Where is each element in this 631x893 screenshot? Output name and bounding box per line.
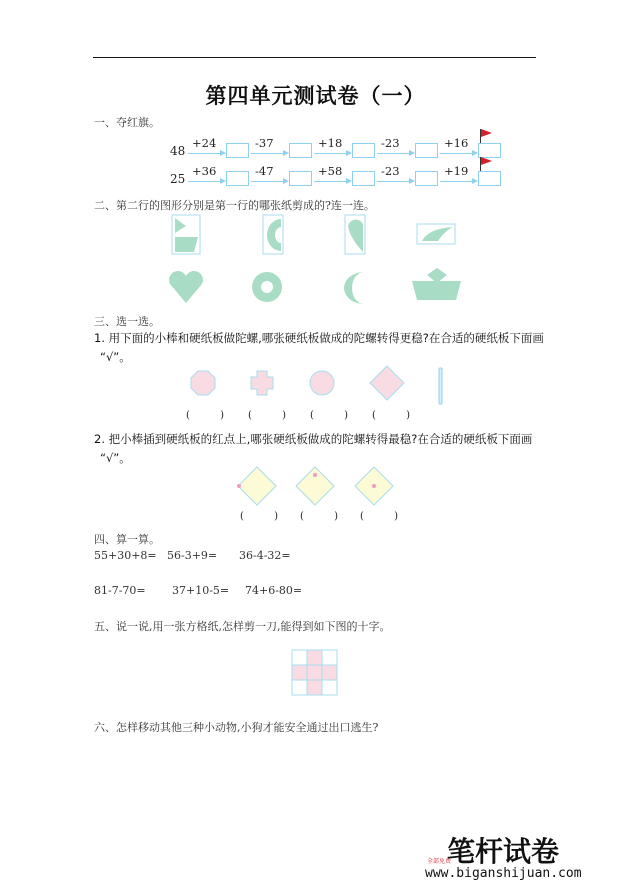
arrow-icon (440, 181, 476, 182)
expression: 56-3+9= (167, 549, 218, 562)
ring-shape[interactable] (252, 272, 282, 302)
answer-box[interactable] (289, 143, 312, 158)
answer-parens-row-2 (240, 511, 398, 522)
chain-op: -37 (255, 136, 274, 150)
cross-grid-figure (291, 649, 339, 697)
answer-box[interactable] (289, 171, 312, 186)
octagon-cardboard[interactable] (191, 371, 215, 395)
crescent-shape[interactable] (344, 272, 364, 304)
expression: 74+6-80= (245, 584, 303, 597)
diamond-dot-left[interactable] (237, 467, 276, 505)
expression: 37+10-5= (172, 584, 230, 597)
answer-paren[interactable]: ( ) (300, 511, 338, 522)
page-title: 第四单元测试卷（一） (205, 84, 426, 108)
chain-op: +36 (192, 164, 217, 178)
chain-op: +16 (444, 136, 469, 150)
question-3-2-line2: “√”。 (100, 451, 131, 465)
answer-paren[interactable]: ( ) (360, 511, 398, 522)
chain-op: +58 (318, 164, 343, 178)
chain-start: 25 (170, 172, 186, 186)
section3-heading: 三、选一选。 (94, 315, 160, 328)
arrow-icon (188, 153, 224, 154)
chain-row-1 (170, 136, 501, 158)
arrow-icon (314, 181, 350, 182)
answer-box[interactable] (415, 143, 438, 158)
red-flag-icon (480, 129, 481, 143)
expression: 81-7-70= (94, 584, 146, 597)
circle-cardboard[interactable] (310, 371, 334, 395)
expression: 36-4-32= (239, 549, 291, 562)
chain-op: +18 (318, 136, 343, 150)
chain-start: 48 (170, 144, 186, 158)
answer-paren[interactable]: ( ) (248, 410, 286, 421)
chain-op: -47 (255, 164, 274, 178)
diamond-dot-top[interactable] (296, 467, 334, 505)
answer-box-final[interactable] (478, 171, 501, 186)
expression: 55+30+8= (94, 549, 157, 562)
watermark-tag: 全部免费 (427, 858, 452, 865)
answer-box-final[interactable] (478, 143, 501, 158)
paper-2[interactable] (263, 215, 283, 254)
paper-1[interactable] (172, 215, 200, 254)
answer-paren[interactable]: ( ) (372, 410, 410, 421)
top-cardboard-shapes (180, 362, 460, 410)
answer-box[interactable] (352, 171, 375, 186)
chain-row-2 (170, 164, 501, 186)
boat-diamond-shape[interactable] (412, 268, 461, 300)
answer-box[interactable] (226, 143, 249, 158)
answer-paren[interactable]: ( ) (310, 410, 348, 421)
answer-paren[interactable]: ( ) (186, 410, 224, 421)
question-3-1-line1: 1. 用下面的小棒和硬纸板做陀螺,哪张硬纸板做成的陀螺转得更稳?在合适的硬纸板下面画 (94, 331, 544, 345)
paper-4[interactable] (417, 224, 455, 244)
answer-box[interactable] (415, 171, 438, 186)
chain-op: +24 (192, 136, 217, 150)
arrow-icon (188, 181, 224, 182)
red-flag-icon (480, 157, 481, 171)
arrow-icon (377, 181, 413, 182)
arrow-icon (440, 153, 476, 154)
watermark-url: www.biganshijuan.com (425, 866, 582, 881)
header-rule (93, 57, 536, 58)
diamond-cardboard[interactable] (370, 366, 404, 400)
dotted-cardboard-shapes (230, 463, 400, 513)
answer-box[interactable] (352, 143, 375, 158)
section1-heading: 一、夺红旗。 (94, 116, 160, 129)
stick-icon (439, 368, 442, 404)
arrow-icon (377, 153, 413, 154)
arrow-icon (251, 153, 287, 154)
paper-3[interactable] (345, 215, 365, 254)
watermark-brand: 笔杆试卷 (447, 835, 560, 868)
section4-heading: 四、算一算。 (94, 533, 160, 546)
question-3-2-line1: 2. 把小棒插到硬纸板的红点上,哪张硬纸板做成的陀螺转得最稳?在合适的硬纸板下面画 (94, 432, 533, 446)
diamond-dot-center[interactable] (355, 467, 393, 505)
arrow-icon (251, 181, 287, 182)
answer-box[interactable] (226, 171, 249, 186)
cut-paper-figures (160, 210, 480, 310)
chain-op: +19 (444, 164, 469, 178)
answer-paren[interactable]: ( ) (240, 511, 278, 522)
cross-cardboard[interactable] (251, 371, 273, 395)
arrow-icon (314, 153, 350, 154)
section5-heading: 五、说一说,用一张方格纸,怎样剪一刀,能得到如下图的十字。 (94, 620, 391, 633)
heart-shape[interactable] (169, 271, 203, 303)
section2-heading: 二、第二行的图形分别是第一行的哪张纸剪成的?连一连。 (94, 199, 375, 212)
chain-op: -23 (381, 164, 400, 178)
answer-parens-row-1 (186, 410, 410, 421)
chain-op: -23 (381, 136, 400, 150)
section6-heading: 六、怎样移动其他三种小动物,小狗才能安全通过出口逃生? (94, 721, 379, 734)
question-3-1-line2: “√”。 (100, 350, 131, 364)
